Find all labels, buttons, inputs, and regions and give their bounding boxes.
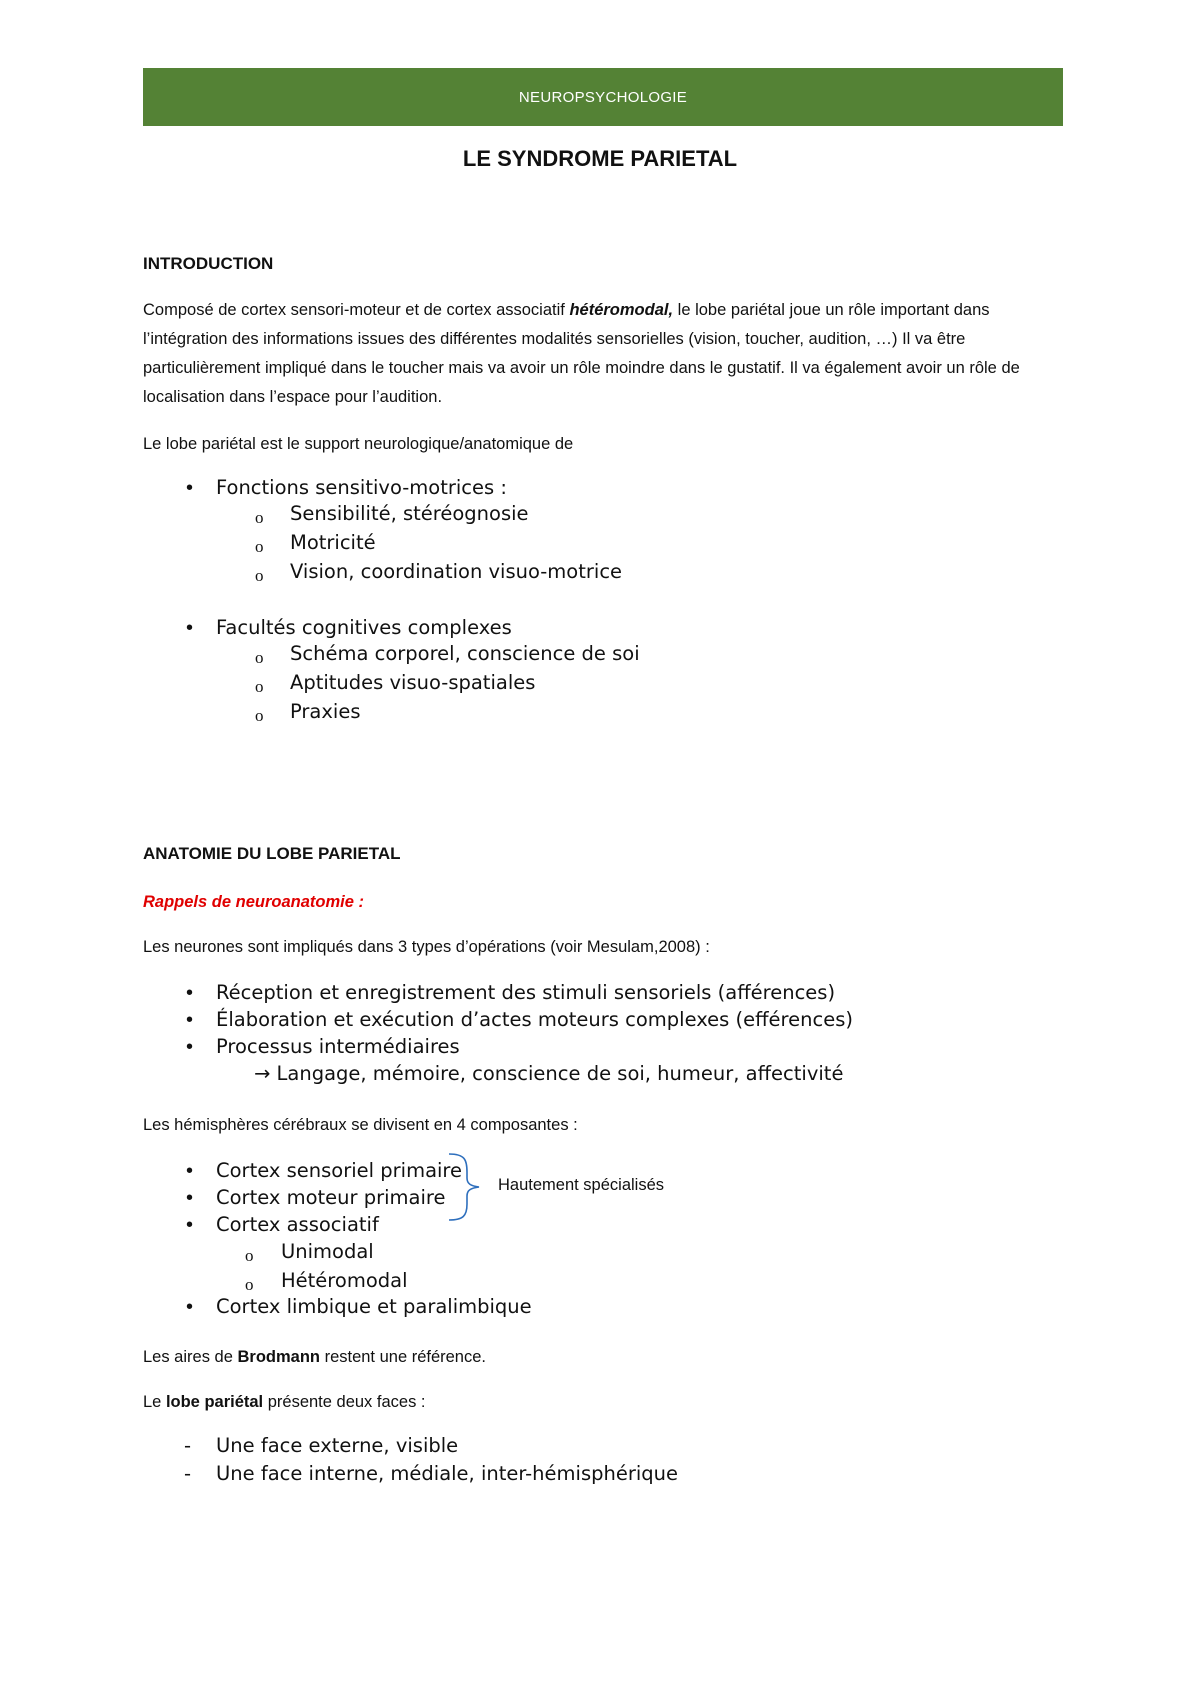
sub-bullet-icon: o [245,1275,254,1294]
sub-bullet-icon: o [255,648,264,667]
header-band [143,68,1063,126]
bullet-icon: • [186,982,194,1004]
list-sub-item: Schéma corporel, conscience de soi [290,642,640,665]
bullet-icon: • [186,1009,194,1031]
brodmann-text-c: restent une référence. [319,1348,486,1366]
list-item: Une face externe, visible [216,1434,459,1457]
sub-bullet-icon: o [255,508,264,527]
list-item: Processus intermédiaires [216,1035,460,1058]
list-item: Cortex associatif [216,1213,379,1236]
faces-text-b: lobe pariétal [165,1393,264,1411]
bullet-icon: • [186,477,194,499]
bullet-icon: • [186,1160,194,1182]
bullet-icon: • [186,617,194,639]
intro-text-emphasis: hétéromodal, [569,301,674,319]
dash-icon: - [184,1434,192,1457]
sub-bullet-icon: o [255,677,264,696]
intro-support-text: Le lobe pariétal est le support neurologique/anatomique de [143,435,574,453]
sub-bullet-icon: o [255,537,264,556]
list-item: Élaboration et exécution d’actes moteurs complexes (efférences) [216,1008,853,1031]
document-title: LE SYNDROME PARIETAL [462,146,738,171]
anatomy-subheading: Rappels de neuroanatomie : [143,893,364,911]
header-band-text: NEUROPSYCHOLOGIE [518,88,688,106]
bullet-icon: • [186,1214,194,1236]
faces-intro [143,1388,1063,1417]
operations-intro: Les neurones sont impliqués dans 3 types d’opérations (voir Mesulam,2008) : [143,938,710,956]
list-sub-item: Hétéromodal [281,1269,408,1292]
list-item: Cortex moteur primaire [216,1186,446,1209]
brodmann-line [143,1343,1063,1372]
list-sub-item: Sensibilité, stéréognosie [290,502,529,525]
anatomy-heading: ANATOMIE DU LOBE PARIETAL [143,844,401,863]
sub-bullet-icon: o [245,1246,254,1265]
list-item: Une face interne, médiale, inter-hémisphérique [216,1462,679,1485]
faces-text-a: Le [143,1393,166,1411]
list-sub-item: Motricité [290,531,376,554]
brodmann-text-b: Brodmann [237,1348,320,1366]
bullet-icon: • [186,1296,194,1318]
list-item: Réception et enregistrement des stimuli sensoriels (afférences) [216,981,836,1004]
brodmann-text-a: Les aires de [143,1348,238,1366]
list-item: Cortex sensoriel primaire [216,1159,463,1182]
sub-bullet-icon: o [255,706,264,725]
bullet-icon: • [186,1036,194,1058]
brace-annotation: Hautement spécialisés [498,1176,664,1194]
sub-bullet-icon: o [255,566,264,585]
list-sub-item: Vision, coordination visuo-motrice [290,560,623,583]
intro-paragraph [143,296,1063,412]
intro-heading: INTRODUCTION [143,254,274,273]
list-sub-item: Aptitudes visuo-spatiales [290,671,536,694]
intro-text-a: Composé de cortex sensori-moteur et de cortex associatif [143,301,570,319]
list-item: Cortex limbique et paralimbique [216,1295,532,1318]
list-item: Fonctions sensitivo-motrices : [216,476,507,499]
list-sub-item: Praxies [290,700,361,723]
intro-text-b: le lobe pariétal joue un rôle important dans l’intégration des informations issues des différentes modalités sensorielles (vision, toucher, audition, …) Il va être particulièrement impliqué dans le toucher mais va avoir un rôle moindre dans le gustatif. Il va également avoir un rôle de localisation dans l’espace pour l’audition. [143,301,1020,406]
brace-icon [445,1150,485,1225]
dash-icon: - [184,1462,192,1485]
list-item: Facultés cognitives complexes [216,616,512,639]
hemispheres-intro: Les hémisphères cérébraux se divisent en 4 composantes : [143,1116,578,1134]
bullet-icon: • [186,1187,194,1209]
operations-arrow-line: → Langage, mémoire, conscience de soi, humeur, affectivité [254,1062,844,1085]
faces-text-c: présente deux faces : [263,1393,426,1411]
list-sub-item: Unimodal [281,1240,374,1263]
